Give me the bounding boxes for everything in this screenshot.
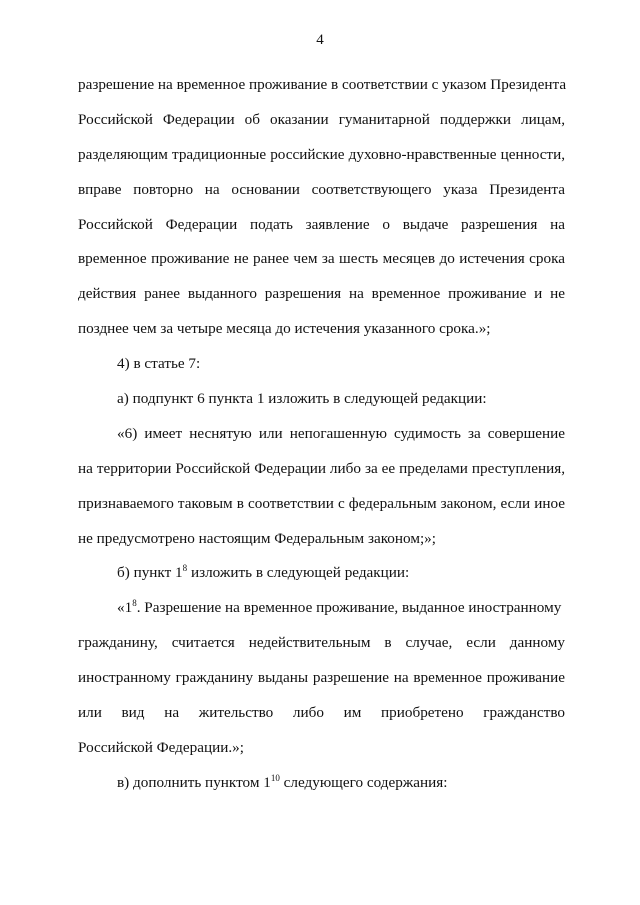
text-line: гражданину, считается недействительным в случае, если данному	[78, 634, 565, 652]
text-line: Российской Федерации.»;	[78, 738, 244, 756]
text-segment: следующего содержания:	[279, 773, 448, 791]
superscript: 8	[132, 598, 137, 609]
text-line: временное проживание не ранее чем за шесть месяцев до истечения срока	[78, 250, 565, 268]
text-line: не предусмотрено настоящим Федеральным законом;»;	[78, 529, 436, 547]
text-line: или вид на жительство либо им приобретено гражданство	[78, 704, 565, 722]
list-item	[78, 773, 565, 793]
text-segment: . Разрешение на временное проживание, выданное иностранному	[136, 599, 562, 617]
text-line: иностранному гражданину выданы разрешение на временное проживание	[78, 669, 565, 687]
text-segment: изложить в следующей редакции:	[187, 564, 410, 582]
text-line: действия ранее выданного разрешения на временное проживание и не	[78, 285, 565, 303]
text-line: признаваемого таковым в соответствии с федеральным законом, если иное	[78, 494, 565, 512]
list-item: а) подпункт 6 пункта 1 изложить в следующей редакции:	[117, 390, 487, 408]
text-line: вправе повторно на основании соответствующего указа Президента	[78, 180, 565, 198]
document-body	[78, 75, 565, 808]
list-item	[78, 563, 565, 583]
text-line: разделяющим традиционные российские духовно-нравственные ценности,	[78, 145, 565, 163]
list-item: 4) в статье 7:	[117, 355, 201, 373]
text-segment: б) пункт 1	[117, 564, 183, 582]
text-line: Российской Федерации об оказании гуманитарной поддержки лицам,	[78, 110, 565, 128]
text-line: Российской Федерации подать заявление о выдаче разрешения на	[78, 215, 565, 233]
superscript: 10	[270, 772, 280, 783]
superscript: 8	[182, 563, 188, 574]
text-segment: в) дополнить пунктом 1	[117, 773, 271, 791]
page-number: 4	[316, 32, 324, 48]
text-line: на территории Российской Федерации либо за ее пределами преступления,	[78, 459, 565, 477]
text-line	[78, 598, 565, 618]
text-line: разрешение на временное проживание в соответствии с указом Президента	[78, 76, 567, 93]
text-line: позднее чем за четыре месяца до истечения указанного срока.»;	[78, 320, 491, 338]
text-line: «6) имеет неснятую или непогашенную судимость за совершение	[117, 424, 565, 442]
text-segment: «1	[117, 599, 133, 617]
